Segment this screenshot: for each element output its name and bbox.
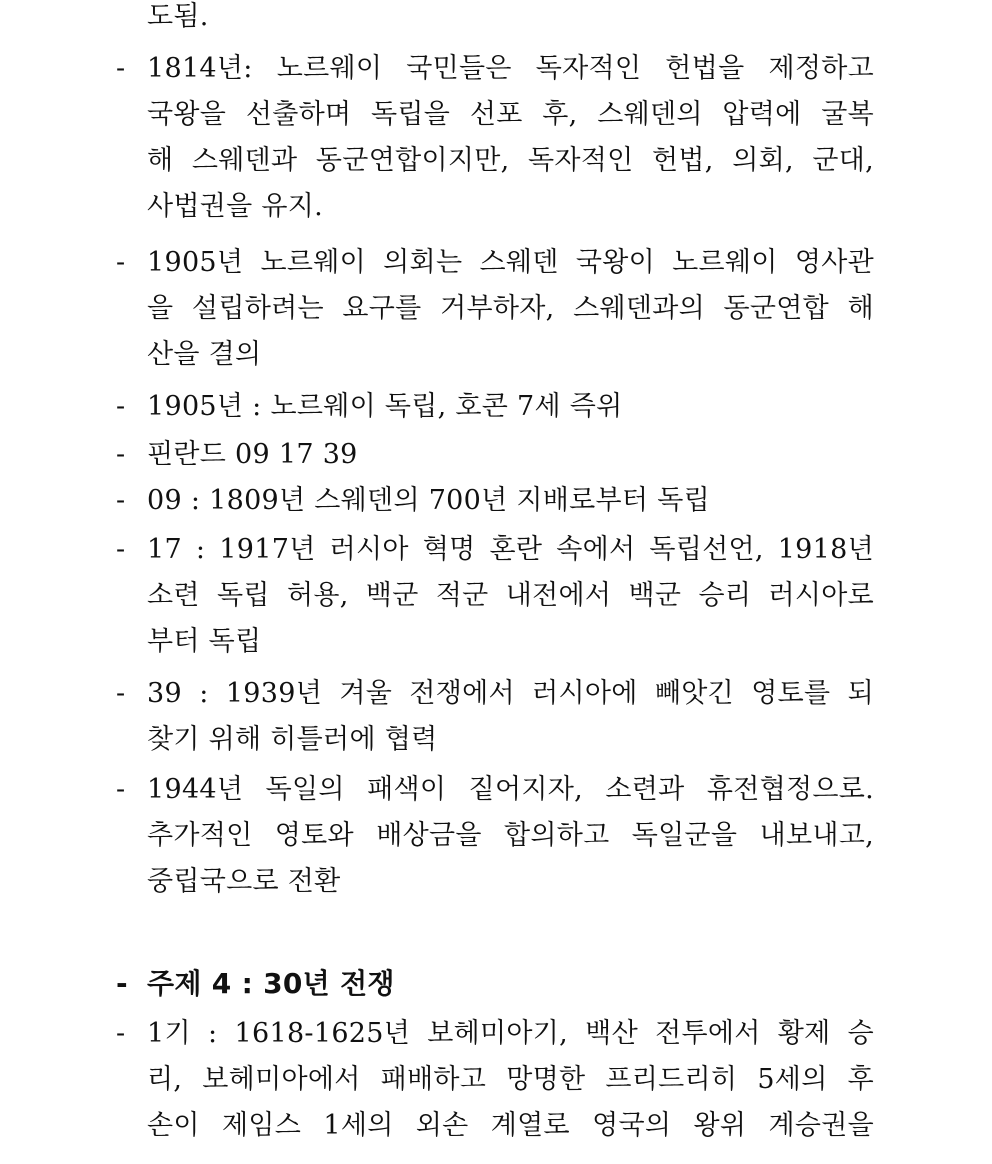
text-line: 도됨. [147,1,209,32]
list-item-finland-39 [116,671,874,763]
bullet-dash: - [116,967,128,1000]
text-line: 찾기 위해 히틀러에 협력 [147,724,438,755]
bullet-dash: - [116,53,126,84]
text-line: 부터 독립 [147,626,262,657]
text-line: 1905년 노르웨이 의회는 스웨덴 국왕이 노르웨이 영사관 [147,247,874,278]
text-line: 해 스웨덴과 동군연합이지만, 독자적인 헌법, 의회, 군대, [147,145,874,176]
text-line: 17 : 1917년 러시아 혁명 혼란 속에서 독립선언, 1918년 [147,534,874,565]
list-item-finland-1944 [116,767,874,905]
text-line: 을 설립하려는 요구를 거부하자, 스웨덴과의 동군연합 해 [147,293,874,324]
bullet-dash: - [116,774,126,805]
list-item-finland [116,432,874,478]
text-line: 추가적인 영토와 배상금을 합의하고 독일군을 내보내고, [147,820,874,851]
list-item-continuation [116,0,874,40]
text-line: 1기 : 1618-1625년 보헤미아기, 백산 전투에서 황제 승 [147,1018,874,1049]
text-line: 사법권을 유지. [147,191,324,222]
list-item-norway-1814 [116,46,874,230]
list-item-thirty-years-war-1 [116,1011,874,1149]
bullet-dash: - [116,1018,126,1049]
text-line: 1814년: 노르웨이 국민들은 독자적인 헌법을 제정하고 [147,53,874,84]
text-line: 09 : 1809년 스웨덴의 700년 지배로부터 독립 [147,485,710,516]
heading-text: 주제 4 : 30년 전쟁 [147,967,395,1000]
list-item-norway-independence [116,384,874,430]
text-line: 소련 독립 허용, 백군 적군 내전에서 백군 승리 러시아로 [147,580,874,611]
text-line: 핀란드 09 17 39 [147,439,358,470]
list-item-finland-17 [116,527,874,665]
bullet-dash: - [116,485,126,516]
bullet-dash: - [116,678,126,709]
text-line: 1944년 독일의 패색이 짙어지자, 소련과 휴전협정으로. [147,774,874,805]
bullet-dash: - [116,534,126,565]
text-line: 39 : 1939년 겨울 전쟁에서 러시아에 빼앗긴 영토를 되 [147,678,874,709]
text-line: 산을 결의 [147,339,262,370]
text-line: 손이 제임스 1세의 외손 계열로 영국의 왕위 계승권을 [147,1110,874,1141]
list-item-finland-09 [116,478,874,524]
text-line: 중립국으로 전환 [147,866,341,897]
text-line: 국왕을 선출하며 독립을 선포 후, 스웨덴의 압력에 굴복 [147,99,874,130]
text-line: 리, 보헤미아에서 패배하고 망명한 프리드리히 5세의 후 [147,1064,874,1095]
bullet-dash: - [116,247,126,278]
section-heading [116,961,874,1007]
bullet-dash: - [116,391,126,422]
bullet-dash: - [116,439,126,470]
list-item-norway-1905-parliament [116,240,874,378]
text-line: 1905년 : 노르웨이 독립, 호콘 7세 즉위 [147,391,623,422]
